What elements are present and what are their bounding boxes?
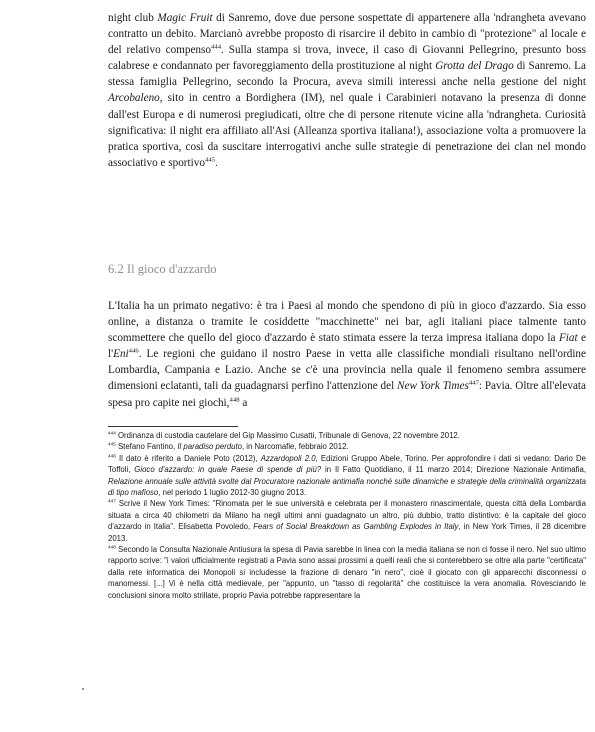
footnote-text: in Il Fatto Quotidiano, il 11 marzo 2014; Direzione Nazionale Antimafia, <box>321 465 587 475</box>
footnote-text: Scrive il New York Times: "Rinomata per le sue università e celebrata per il monastero rinascimentale, questa città della Lombardia situata a circa 40 chilometri da Milano ha negli ultimi anni guadagnato un altro, più dubbio, tratto distintivo: è la capitale del gioco d'azzardo in Italia". Elisabetta Povoledo, <box>108 499 586 532</box>
footnote-text: Il dato è riferito a Daniele Poto (2012), <box>115 453 261 463</box>
footnote-number: 444 <box>108 430 116 436</box>
italic-run: Eni <box>113 348 129 361</box>
footnote-italic: Azzardopoli 2.0 <box>260 453 316 463</box>
scan-speck <box>82 688 84 690</box>
footnote-text: , in New York Times, il 28 dicembre 2013. <box>108 522 586 543</box>
text-run: di Sanremo, dove due persone sospettate di appartenere alla 'ndrangheta avevano contratto un debito. Marcianò avrebbe proposto di risarcire il debito in cambio di "protezione" al locale e del relativo compenso <box>108 12 586 57</box>
footnote-text: , nel periodo 1 luglio 2012-30 giugno 2013. <box>158 488 307 498</box>
text-run: night club <box>108 12 158 24</box>
footnote-ref-447[interactable]: 447 <box>468 379 479 387</box>
footnote-ref-446[interactable]: 446 <box>128 347 139 355</box>
text-run: di Sanremo. La stessa famiglia Pellegrino, secondo la Procura, aveva simili interessi anche nella gestione del night <box>108 60 586 89</box>
body-paragraph-gambling <box>108 298 586 411</box>
footnote-447 <box>108 498 586 544</box>
italic-run: Magic Fruit <box>157 12 213 24</box>
footnote-ref-444[interactable]: 444 <box>210 43 222 51</box>
text-run: a <box>239 396 248 409</box>
footnote-number: 446 <box>108 453 116 459</box>
text-run: . Le regioni che guidano il nostro Paese in vetta alle classifiche mondiali risultano nell'ordine Lombardia, Campania e Lazio. Anche se c'è una provincia nella quale il fenomeno sembra assumere dimensioni eclatanti, tali da guadagnarsi perfino l'attenzione del <box>108 348 586 393</box>
footnote-separator <box>108 426 238 427</box>
footnote-number: 448 <box>108 544 116 550</box>
footnote-italic: Fears of Social Breakdown as Gambling Explodes in Italy <box>253 522 459 532</box>
text-run: . Sulla stampa si trova, invece, il caso di Giovanni Pellegrino, presunto boss calabrese e condannato per favoreggiamento della prostituzione al night <box>108 44 586 73</box>
footnote-445 <box>108 441 586 452</box>
footnotes <box>108 430 586 601</box>
footnote-446 <box>108 453 586 499</box>
footnote-448 <box>108 544 586 601</box>
italic-run: Fiat <box>558 332 578 345</box>
text-run: e l' <box>108 332 586 361</box>
footnote-italic: Relazione annuale sulle attività svolte dal Procuratore nazionale antimafia nonché sulle dinamiche e strategie della criminalità organizzata di tipo mafioso <box>108 476 586 498</box>
italic-run: Grotta del Drago <box>435 60 514 73</box>
footnote-number: 447 <box>108 498 116 504</box>
footnote-number: 445 <box>108 441 116 447</box>
body-paragraph-nightclubs <box>108 10 586 171</box>
footnote-text: , Edizioni Gruppo Abele, Torino. Per approfondire i dati si vedano: Dario De Toffoli, <box>108 453 586 475</box>
footnote-text: Ordinanza di custodia cautelare del Gip Massimo Cusatti, Tribunale di Genova, 22 novembre 2012. <box>115 431 460 440</box>
footnote-ref-445[interactable]: 445 <box>204 156 216 164</box>
footnote-text: , in Narcomafie, febbraio 2012. <box>241 442 349 452</box>
text-run: . <box>215 156 218 169</box>
footnote-ref-448[interactable]: 448 <box>229 395 240 403</box>
section-heading: 6.2 Il gioco d'azzardo <box>108 262 217 276</box>
footnote-text: Stefano Fantino, <box>115 442 178 452</box>
text-run: L'Italia ha un primato negativo: è tra i Paesi al mondo che spendono di più in gioco d'azzardo. Sia esso online, a distanza o tramite le cosiddette "macchinette" nei bar, agli italiani piace talmente tanto scommettere che quello del gioco d'azzardo è stato stimata essere la terza impresa italiana dopo la <box>108 300 586 345</box>
footnote-444 <box>108 430 586 441</box>
text-run: , sito in centro a Bordighera (IM), nel quale i Carabinieri notavano la presenza di donne dall'est Europa e di numerosi pregiudicati, oltre che di persone ritenute vicine alla 'ndrangheta. Curiosità significativa: il night era affiliato all'Asi (Alleanza sportiva italiana!), associazione volta a promuovere la pratica sportiva, così da suscitare interrogativi anche sulle strategie di penetrazione dei clan nel mondo associativo e sportivo <box>108 92 586 169</box>
text-run: : Pavia. Oltre all'elevata spesa pro capite nei giochi, <box>108 380 586 409</box>
italic-run: New York Times <box>397 380 469 393</box>
footnote-italic: Gioco d'azzardo: in quale Paese di spende di più? <box>134 465 322 475</box>
italic-run: Arcobaleno <box>108 92 160 105</box>
footnote-text: Secondo la Consulta Nazionale Antiusura la spesa di Pavia sarebbe in linea con la media italiana se non ci fosse il nero. Nel suo ultimo rapporto scrive: "i valori ufficialmente registrati a Pavia sono assai prossimi a quelli reali che si conterebbero se oltre alla parte "certificata" dalla rete informatica dei Monopoli si includesse la frazione di denaro "in nero", cioè il giocato con gli apparecchi disconnessi o manomessi. [...] Vi è nella città medievale, per "appunto, un "tasso di regolarità" che costituisce la vera anomalia. Rovesciando le conclusioni sinora molto strillate, proprio Pavia potrebbe rappresentare la <box>108 545 586 600</box>
footnote-italic: Il paradiso perduto <box>177 442 242 452</box>
